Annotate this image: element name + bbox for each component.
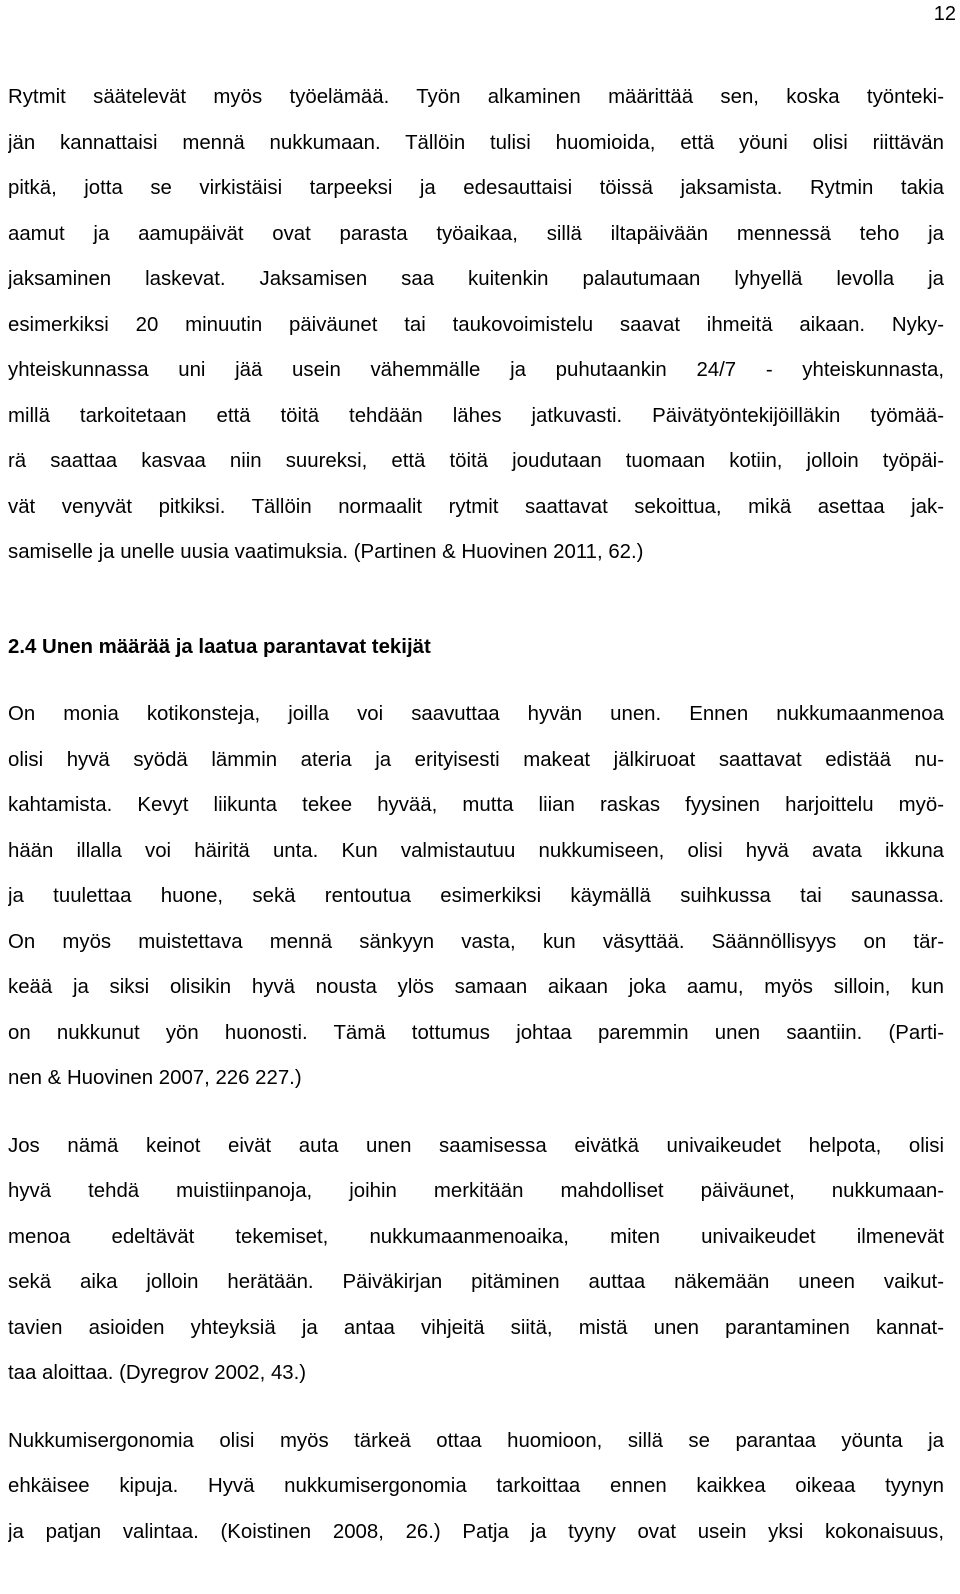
text-line: menoa edeltävät tekemiset, nukkumaanmenoaika, miten univaikeudet ilmenevät — [8, 1225, 944, 1248]
text-line: esimerkiksi 20 minuutin päiväunet tai taukovoimistelu saavat ihmeitä aikaan. Nyky- — [8, 313, 944, 336]
text-line: On myös muistettava mennä sänkyyn vasta, kun väsyttää. Säännöllisyys on tär- — [8, 930, 944, 953]
text-line: olisi hyvä syödä lämmin ateria ja erityisesti makeat jälkiruoat saattavat edistää nu- — [8, 748, 944, 771]
text-line: sekä aika jolloin herätään. Päiväkirjan pitäminen auttaa näkemään uneen vaikut- — [8, 1271, 944, 1293]
text-line: millä tarkoitetaan että töitä tehdään lähes jatkuvasti. Päivätyöntekijöilläkin työmää- — [8, 404, 944, 427]
text-line: ja patjan valintaa. (Koistinen 2008, 26.) Patja ja tyyny ovat usein yksi kokonaisuus, — [8, 1520, 944, 1543]
text-line: Jos nämä keinot eivät auta unen saamisessa eivätkä univaikeudet helpota, olisi — [8, 1134, 944, 1157]
text-line: tavien asioiden yhteyksiä ja antaa vihjeitä siitä, mistä unen parantaminen kannat- — [8, 1316, 944, 1339]
page-number: 12 — [933, 3, 956, 25]
text-line: rä saattaa kasvaa niin suureksi, että töitä joudutaan tuomaan kotiin, jolloin työpäi- — [8, 450, 944, 472]
text-line: nen & Huovinen 2007, 226 227.) — [8, 1067, 302, 1089]
text-line: keää ja siksi olisikin hyvä nousta ylös samaan aikaan joka aamu, myös silloin, kun — [8, 976, 944, 998]
paragraph-sleep-ergonomics — [8, 1419, 944, 1556]
text-line: ehkäisee kipuja. Hyvä nukkumisergonomia tarkoittaa ennen kaikkea oikeaa tyynyn — [8, 1475, 944, 1497]
text-line: On monia kotikonsteja, joilla voi saavuttaa hyvän unen. Ennen nukkumaanmenoa — [8, 703, 944, 725]
document-body — [8, 75, 944, 1555]
section-heading: 2.4 Unen määrää ja laatua parantavat tekijät — [8, 635, 431, 658]
text-line: jän kannattaisi mennä nukkumaan. Tällöin tulisi huomioida, että yöuni olisi riittävän — [8, 131, 944, 154]
text-line: jaksaminen laskevat. Jaksamisen saa kuitenkin palautumaan lyhyellä levolla ja — [8, 268, 944, 290]
text-line: pitkä, jotta se virkistäisi tarpeeksi ja edesauttaisi töissä jaksamista. Rytmin takia — [8, 177, 944, 199]
text-line: samiselle ja unelle uusia vaatimuksia. (Partinen & Huovinen 2011, 62.) — [8, 541, 644, 563]
text-line: taa aloittaa. (Dyregrov 2002, 43.) — [8, 1362, 307, 1384]
paragraph-home-remedies — [8, 692, 944, 1102]
text-line: hään illalla voi häiritä unta. Kun valmistautuu nukkumiseen, olisi hyvä avata ikkuna — [8, 839, 944, 862]
text-line: Nukkumisergonomia olisi myös tärkeä ottaa huomioon, sillä se parantaa yöunta ja — [8, 1429, 944, 1452]
text-line: on nukkunut yön huonosti. Tämä tottumus johtaa paremmin unen saantiin. (Parti- — [8, 1021, 944, 1044]
text-line: aamut ja aamupäivät ovat parasta työaikaa, sillä iltapäivään mennessä teho ja — [8, 222, 944, 245]
text-line: kahtamista. Kevyt liikunta tekee hyvää, mutta liian raskas fyysinen harjoittelu myö- — [8, 794, 944, 816]
text-line: vät venyvät pitkiksi. Tällöin normaalit rytmit saattavat sekoittua, mikä asettaa jak- — [8, 495, 944, 518]
text-line: ja tuulettaa huone, sekä rentoutua esimerkiksi käymällä suihkussa tai saunassa. — [8, 885, 944, 907]
text-line: yhteiskunnassa uni jää usein vähemmälle ja puhutaankin 24/7 - yhteiskunnasta, — [8, 359, 944, 381]
paragraph-work-rhythms — [8, 75, 944, 576]
text-line: hyvä tehdä muistiinpanoja, joihin merkitään mahdolliset päiväunet, nukkumaan- — [8, 1180, 944, 1202]
paragraph-sleep-diary — [8, 1124, 944, 1397]
text-line: Rytmit säätelevät myös työelämää. Työn alkaminen määrittää sen, koska työnteki- — [8, 86, 944, 108]
